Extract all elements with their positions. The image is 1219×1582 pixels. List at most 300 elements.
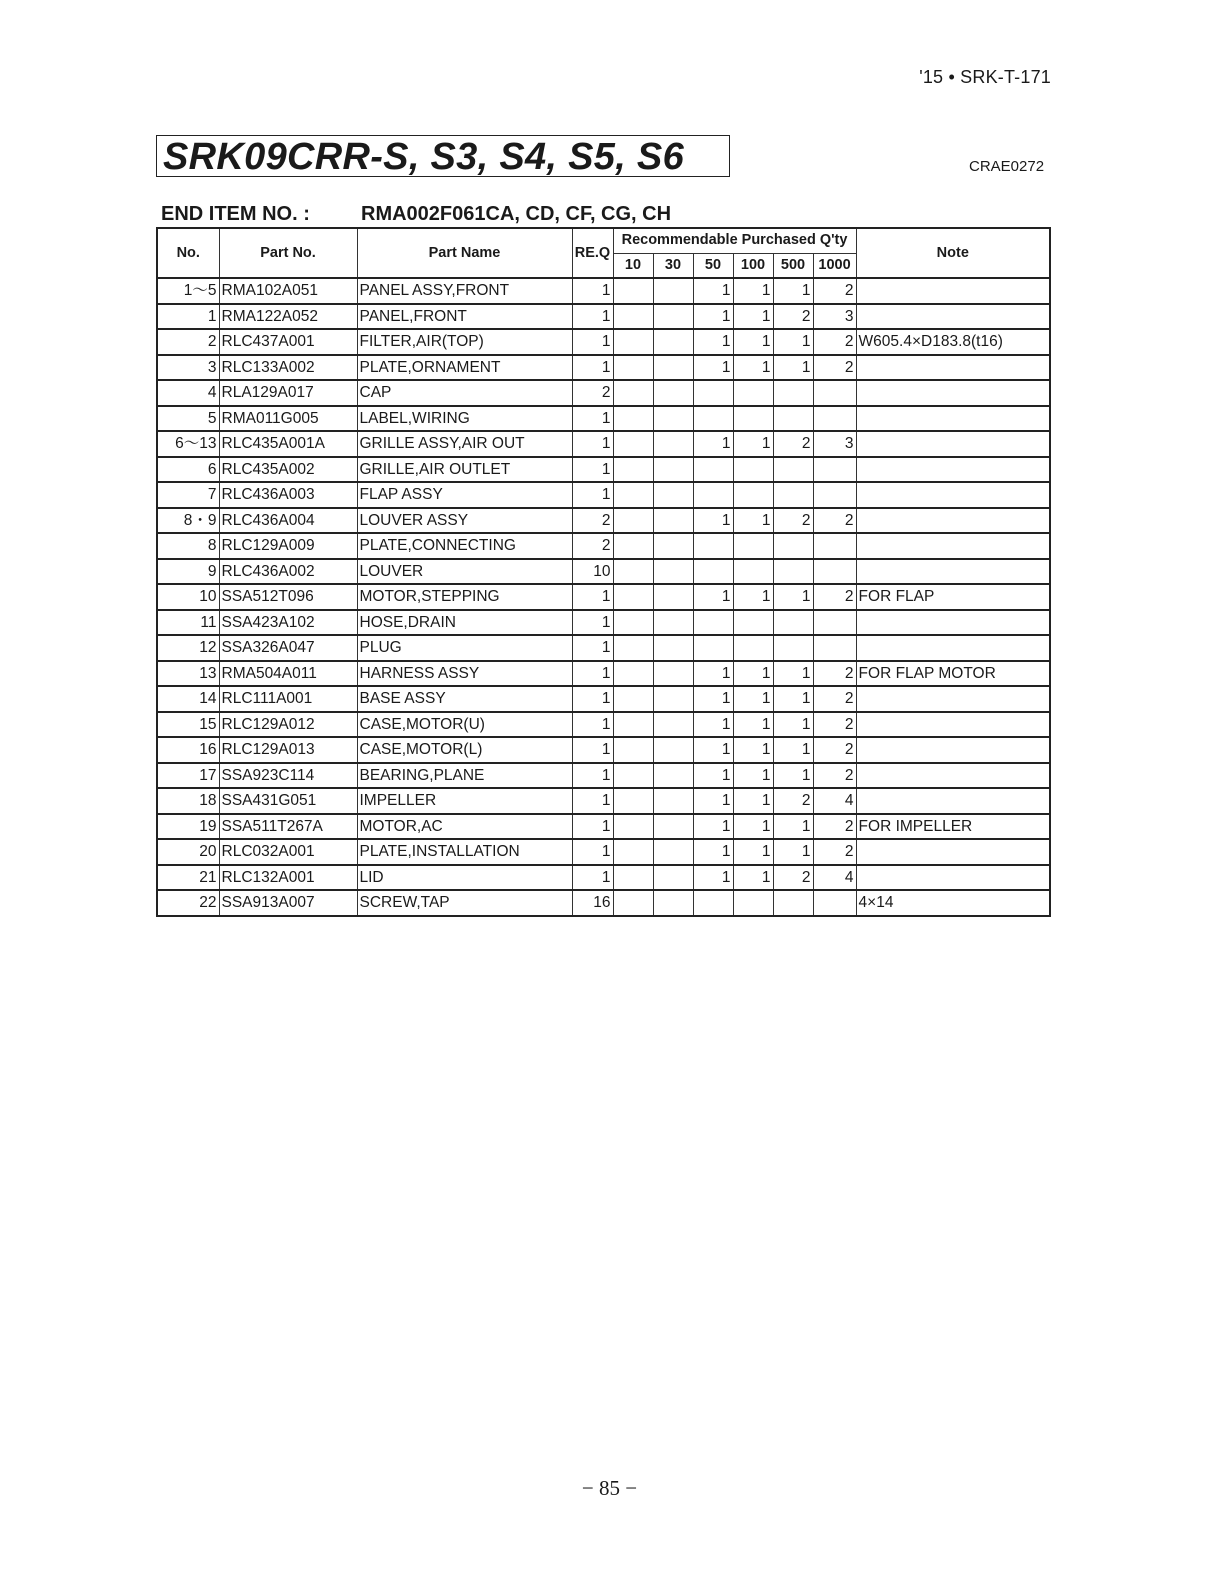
cell-qty-100: 1 <box>733 304 773 330</box>
cell-qty-1000: 3 <box>813 304 856 330</box>
cell-part-name: PANEL ASSY,FRONT <box>357 278 572 304</box>
cell-qty-10 <box>613 610 653 636</box>
cell-qty-1000: 2 <box>813 584 856 610</box>
cell-qty-1000: 4 <box>813 788 856 814</box>
cell-note: W605.4×D183.8(t16) <box>856 329 1050 355</box>
cell-qty-10 <box>613 431 653 457</box>
table-row <box>157 278 1050 304</box>
cell-qty-50 <box>693 610 733 636</box>
cell-qty-10 <box>613 635 653 661</box>
cell-qty-10 <box>613 406 653 432</box>
cell-qty-1000 <box>813 457 856 483</box>
cell-req: 10 <box>572 559 613 585</box>
table-row <box>157 508 1050 534</box>
header-part-name: Part Name <box>357 228 572 278</box>
cell-part-name: MOTOR,STEPPING <box>357 584 572 610</box>
cell-part-no: SSA423A102 <box>219 610 357 636</box>
cell-qty-10 <box>613 686 653 712</box>
cell-no: 7 <box>157 482 219 508</box>
page-title: SRK09CRR-S, S3, S4, S5, S6 <box>163 136 685 178</box>
cell-note: FOR FLAP MOTOR <box>856 661 1050 687</box>
cell-qty-500: 1 <box>773 329 813 355</box>
cell-qty-1000: 4 <box>813 865 856 891</box>
cell-qty-30 <box>653 559 693 585</box>
cell-qty-1000 <box>813 890 856 916</box>
drawing-code: CRAE0272 <box>969 158 1045 175</box>
title-box <box>156 135 730 177</box>
cell-qty-500: 1 <box>773 278 813 304</box>
cell-qty-30 <box>653 482 693 508</box>
header-part-no: Part No. <box>219 228 357 278</box>
cell-req: 1 <box>572 355 613 381</box>
cell-qty-500: 1 <box>773 814 813 840</box>
cell-qty-500 <box>773 559 813 585</box>
cell-req: 1 <box>572 661 613 687</box>
cell-qty-1000 <box>813 635 856 661</box>
cell-req: 1 <box>572 304 613 330</box>
table-row <box>157 380 1050 406</box>
cell-qty-100: 1 <box>733 737 773 763</box>
cell-part-name: PLATE,ORNAMENT <box>357 355 572 381</box>
cell-qty-500: 1 <box>773 712 813 738</box>
cell-qty-500: 1 <box>773 839 813 865</box>
cell-qty-10 <box>613 814 653 840</box>
cell-qty-10 <box>613 661 653 687</box>
cell-qty-10 <box>613 865 653 891</box>
cell-qty-100 <box>733 380 773 406</box>
cell-note: 4×14 <box>856 890 1050 916</box>
cell-part-no: RLC435A002 <box>219 457 357 483</box>
cell-qty-50: 1 <box>693 839 733 865</box>
cell-req: 1 <box>572 278 613 304</box>
cell-qty-100: 1 <box>733 686 773 712</box>
cell-qty-500 <box>773 406 813 432</box>
cell-qty-50: 1 <box>693 763 733 789</box>
cell-part-name: LOUVER <box>357 559 572 585</box>
cell-qty-50 <box>693 890 733 916</box>
cell-part-name: CASE,MOTOR(U) <box>357 712 572 738</box>
cell-no: 8 <box>157 533 219 559</box>
cell-part-name: PLUG <box>357 635 572 661</box>
cell-no: 6〜13 <box>157 431 219 457</box>
table-row <box>157 482 1050 508</box>
table-row <box>157 661 1050 687</box>
cell-qty-500 <box>773 635 813 661</box>
table-row <box>157 533 1050 559</box>
cell-part-no: RMA102A051 <box>219 278 357 304</box>
cell-no: 17 <box>157 763 219 789</box>
cell-part-name: BASE ASSY <box>357 686 572 712</box>
table-row <box>157 457 1050 483</box>
cell-qty-500: 1 <box>773 737 813 763</box>
cell-qty-50: 1 <box>693 712 733 738</box>
cell-qty-30 <box>653 457 693 483</box>
cell-part-name: HOSE,DRAIN <box>357 610 572 636</box>
cell-qty-500: 1 <box>773 355 813 381</box>
cell-qty-100: 1 <box>733 584 773 610</box>
cell-qty-100 <box>733 457 773 483</box>
cell-no: 20 <box>157 839 219 865</box>
header-qty-100: 100 <box>733 253 773 278</box>
cell-qty-50: 1 <box>693 737 733 763</box>
cell-no: 6 <box>157 457 219 483</box>
cell-qty-30 <box>653 431 693 457</box>
cell-req: 1 <box>572 865 613 891</box>
cell-qty-100: 1 <box>733 865 773 891</box>
cell-part-name: CASE,MOTOR(L) <box>357 737 572 763</box>
table-row <box>157 865 1050 891</box>
cell-req: 1 <box>572 788 613 814</box>
cell-part-name: SCREW,TAP <box>357 890 572 916</box>
header-qty-10: 10 <box>613 253 653 278</box>
cell-part-no: RLC437A001 <box>219 329 357 355</box>
table-row <box>157 890 1050 916</box>
cell-qty-30 <box>653 686 693 712</box>
cell-qty-500 <box>773 482 813 508</box>
cell-qty-30 <box>653 584 693 610</box>
cell-qty-30 <box>653 635 693 661</box>
cell-part-name: GRILLE,AIR OUTLET <box>357 457 572 483</box>
cell-qty-100 <box>733 482 773 508</box>
cell-part-name: GRILLE ASSY,AIR OUT <box>357 431 572 457</box>
cell-part-name: PLATE,CONNECTING <box>357 533 572 559</box>
cell-note <box>856 763 1050 789</box>
table-row <box>157 355 1050 381</box>
page-number: − 85 − <box>581 1476 638 1500</box>
cell-qty-100: 1 <box>733 278 773 304</box>
table-row <box>157 304 1050 330</box>
cell-qty-500 <box>773 380 813 406</box>
cell-req: 1 <box>572 737 613 763</box>
cell-qty-30 <box>653 865 693 891</box>
header-qty-500: 500 <box>773 253 813 278</box>
cell-qty-30 <box>653 380 693 406</box>
cell-part-no: SSA511T267A <box>219 814 357 840</box>
cell-qty-1000: 2 <box>813 661 856 687</box>
cell-qty-50: 1 <box>693 355 733 381</box>
cell-qty-50: 1 <box>693 278 733 304</box>
cell-part-name: IMPELLER <box>357 788 572 814</box>
cell-qty-50 <box>693 457 733 483</box>
cell-qty-1000 <box>813 559 856 585</box>
cell-qty-50 <box>693 559 733 585</box>
cell-qty-100 <box>733 635 773 661</box>
cell-qty-500: 2 <box>773 304 813 330</box>
cell-no: 13 <box>157 661 219 687</box>
cell-req: 1 <box>572 839 613 865</box>
cell-qty-1000 <box>813 533 856 559</box>
cell-part-name: FLAP ASSY <box>357 482 572 508</box>
cell-qty-500 <box>773 457 813 483</box>
cell-qty-30 <box>653 839 693 865</box>
cell-part-no: RLC436A004 <box>219 508 357 534</box>
cell-part-name: LABEL,WIRING <box>357 406 572 432</box>
cell-qty-50 <box>693 406 733 432</box>
table-row <box>157 610 1050 636</box>
cell-qty-50: 1 <box>693 661 733 687</box>
cell-no: 4 <box>157 380 219 406</box>
cell-note <box>856 304 1050 330</box>
cell-qty-30 <box>653 610 693 636</box>
cell-qty-10 <box>613 278 653 304</box>
table-row <box>157 431 1050 457</box>
cell-note <box>856 839 1050 865</box>
table-row <box>157 329 1050 355</box>
cell-part-no: RLC032A001 <box>219 839 357 865</box>
cell-part-no: RMA504A011 <box>219 661 357 687</box>
cell-qty-50: 1 <box>693 304 733 330</box>
cell-qty-1000: 2 <box>813 839 856 865</box>
cell-qty-50: 1 <box>693 508 733 534</box>
cell-qty-50: 1 <box>693 865 733 891</box>
cell-req: 1 <box>572 431 613 457</box>
cell-part-name: CAP <box>357 380 572 406</box>
cell-qty-10 <box>613 890 653 916</box>
cell-note <box>856 431 1050 457</box>
cell-qty-30 <box>653 533 693 559</box>
cell-part-name: FILTER,AIR(TOP) <box>357 329 572 355</box>
cell-qty-100: 1 <box>733 329 773 355</box>
cell-part-no: RLC436A002 <box>219 559 357 585</box>
cell-part-no: SSA326A047 <box>219 635 357 661</box>
cell-part-name: BEARING,PLANE <box>357 763 572 789</box>
cell-qty-1000: 2 <box>813 329 856 355</box>
cell-qty-50 <box>693 380 733 406</box>
cell-qty-30 <box>653 661 693 687</box>
table-row <box>157 763 1050 789</box>
cell-no: 15 <box>157 712 219 738</box>
cell-qty-1000: 2 <box>813 737 856 763</box>
cell-no: 9 <box>157 559 219 585</box>
cell-note <box>856 635 1050 661</box>
cell-note <box>856 737 1050 763</box>
cell-qty-500: 2 <box>773 865 813 891</box>
cell-qty-100: 1 <box>733 712 773 738</box>
cell-qty-50 <box>693 482 733 508</box>
cell-part-no: RLC129A012 <box>219 712 357 738</box>
cell-qty-1000: 2 <box>813 763 856 789</box>
cell-no: 8・9 <box>157 508 219 534</box>
cell-qty-1000: 2 <box>813 355 856 381</box>
cell-note: FOR IMPELLER <box>856 814 1050 840</box>
cell-qty-500 <box>773 610 813 636</box>
cell-no: 16 <box>157 737 219 763</box>
cell-no: 1 <box>157 304 219 330</box>
cell-qty-100: 1 <box>733 355 773 381</box>
cell-note <box>856 533 1050 559</box>
cell-qty-500: 1 <box>773 686 813 712</box>
table-row <box>157 839 1050 865</box>
cell-qty-100 <box>733 559 773 585</box>
cell-qty-1000 <box>813 406 856 432</box>
cell-qty-500 <box>773 533 813 559</box>
cell-req: 1 <box>572 482 613 508</box>
cell-qty-1000: 2 <box>813 278 856 304</box>
cell-req: 1 <box>572 712 613 738</box>
cell-req: 1 <box>572 686 613 712</box>
cell-req: 1 <box>572 814 613 840</box>
cell-req: 16 <box>572 890 613 916</box>
cell-no: 1〜5 <box>157 278 219 304</box>
cell-qty-100: 1 <box>733 661 773 687</box>
cell-req: 2 <box>572 380 613 406</box>
cell-no: 18 <box>157 788 219 814</box>
table-row <box>157 559 1050 585</box>
cell-part-no: RLC111A001 <box>219 686 357 712</box>
cell-note <box>856 686 1050 712</box>
cell-qty-50: 1 <box>693 814 733 840</box>
header-qty-30: 30 <box>653 253 693 278</box>
cell-part-no: RLC129A013 <box>219 737 357 763</box>
cell-no: 3 <box>157 355 219 381</box>
cell-qty-30 <box>653 355 693 381</box>
cell-part-no: SSA923C114 <box>219 763 357 789</box>
cell-qty-100: 1 <box>733 788 773 814</box>
cell-part-no: RLC435A001A <box>219 431 357 457</box>
cell-note: FOR FLAP <box>856 584 1050 610</box>
cell-no: 5 <box>157 406 219 432</box>
cell-qty-50 <box>693 635 733 661</box>
cell-qty-500: 1 <box>773 584 813 610</box>
cell-qty-100: 1 <box>733 839 773 865</box>
cell-qty-1000: 2 <box>813 686 856 712</box>
cell-qty-30 <box>653 814 693 840</box>
cell-qty-30 <box>653 329 693 355</box>
cell-no: 22 <box>157 890 219 916</box>
cell-qty-30 <box>653 406 693 432</box>
table-row <box>157 737 1050 763</box>
cell-qty-500: 1 <box>773 763 813 789</box>
cell-part-no: RMA011G005 <box>219 406 357 432</box>
cell-qty-10 <box>613 482 653 508</box>
cell-qty-500: 1 <box>773 661 813 687</box>
table-row <box>157 788 1050 814</box>
cell-qty-1000 <box>813 380 856 406</box>
cell-qty-50 <box>693 533 733 559</box>
cell-qty-10 <box>613 457 653 483</box>
table-row <box>157 635 1050 661</box>
cell-part-name: HARNESS ASSY <box>357 661 572 687</box>
cell-req: 1 <box>572 406 613 432</box>
cell-qty-10 <box>613 788 653 814</box>
table-row <box>157 686 1050 712</box>
header-req: RE.Q <box>572 228 613 278</box>
cell-no: 11 <box>157 610 219 636</box>
cell-note <box>856 865 1050 891</box>
cell-note <box>856 380 1050 406</box>
cell-no: 2 <box>157 329 219 355</box>
cell-qty-100: 1 <box>733 508 773 534</box>
cell-qty-500: 2 <box>773 788 813 814</box>
cell-qty-10 <box>613 584 653 610</box>
cell-qty-100 <box>733 890 773 916</box>
cell-qty-50: 1 <box>693 584 733 610</box>
cell-no: 19 <box>157 814 219 840</box>
cell-no: 12 <box>157 635 219 661</box>
cell-qty-100: 1 <box>733 814 773 840</box>
cell-note <box>856 508 1050 534</box>
cell-note <box>856 457 1050 483</box>
cell-note <box>856 482 1050 508</box>
cell-part-no: RLA129A017 <box>219 380 357 406</box>
cell-part-no: SSA913A007 <box>219 890 357 916</box>
doc-code: '15 • SRK-T-171 <box>919 67 1051 87</box>
cell-part-name: MOTOR,AC <box>357 814 572 840</box>
cell-note <box>856 788 1050 814</box>
cell-note <box>856 406 1050 432</box>
cell-part-no: RLC436A003 <box>219 482 357 508</box>
cell-qty-10 <box>613 763 653 789</box>
cell-part-no: RLC133A002 <box>219 355 357 381</box>
cell-qty-10 <box>613 304 653 330</box>
cell-qty-30 <box>653 304 693 330</box>
cell-note <box>856 278 1050 304</box>
cell-qty-30 <box>653 278 693 304</box>
cell-req: 1 <box>572 584 613 610</box>
header-qty-1000: 1000 <box>813 253 856 278</box>
cell-req: 1 <box>572 610 613 636</box>
cell-qty-50: 1 <box>693 329 733 355</box>
cell-no: 10 <box>157 584 219 610</box>
cell-req: 1 <box>572 635 613 661</box>
cell-qty-10 <box>613 508 653 534</box>
cell-no: 14 <box>157 686 219 712</box>
header-no: No. <box>157 228 219 278</box>
cell-note <box>856 610 1050 636</box>
cell-note <box>856 355 1050 381</box>
cell-qty-30 <box>653 737 693 763</box>
cell-part-name: PANEL,FRONT <box>357 304 572 330</box>
cell-qty-30 <box>653 712 693 738</box>
parts-table <box>156 227 1051 917</box>
cell-qty-100: 1 <box>733 431 773 457</box>
cell-qty-10 <box>613 737 653 763</box>
table-row <box>157 584 1050 610</box>
cell-qty-10 <box>613 380 653 406</box>
table-row <box>157 814 1050 840</box>
cell-qty-10 <box>613 329 653 355</box>
cell-qty-100 <box>733 533 773 559</box>
cell-qty-30 <box>653 788 693 814</box>
cell-qty-500: 2 <box>773 508 813 534</box>
cell-qty-100 <box>733 610 773 636</box>
cell-req: 1 <box>572 763 613 789</box>
cell-part-no: SSA431G051 <box>219 788 357 814</box>
cell-qty-500 <box>773 890 813 916</box>
cell-qty-1000 <box>813 610 856 636</box>
cell-qty-1000: 3 <box>813 431 856 457</box>
cell-req: 2 <box>572 508 613 534</box>
cell-qty-1000: 2 <box>813 712 856 738</box>
cell-part-name: PLATE,INSTALLATION <box>357 839 572 865</box>
cell-qty-1000: 2 <box>813 508 856 534</box>
end-item-value: RMA002F061CA, CD, CF, CG, CH <box>361 203 672 225</box>
cell-qty-10 <box>613 355 653 381</box>
cell-qty-10 <box>613 712 653 738</box>
cell-qty-50: 1 <box>693 788 733 814</box>
cell-req: 2 <box>572 533 613 559</box>
cell-req: 1 <box>572 457 613 483</box>
cell-part-no: RLC132A001 <box>219 865 357 891</box>
header-qty-50: 50 <box>693 253 733 278</box>
end-item-label: END ITEM NO. : <box>161 203 310 225</box>
cell-qty-500: 2 <box>773 431 813 457</box>
cell-part-name: LOUVER ASSY <box>357 508 572 534</box>
cell-note <box>856 712 1050 738</box>
header-note: Note <box>856 228 1050 278</box>
header-recommend: Recommendable Purchased Q'ty <box>613 228 856 253</box>
cell-qty-100 <box>733 406 773 432</box>
